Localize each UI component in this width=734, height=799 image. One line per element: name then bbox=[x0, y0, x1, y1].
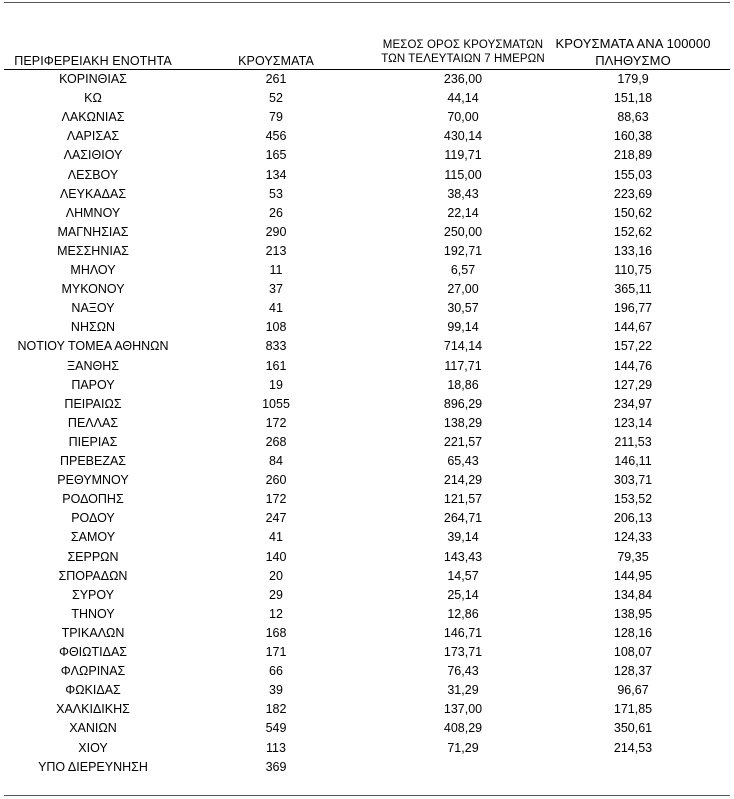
table-row bbox=[0, 528, 734, 547]
table-row bbox=[0, 605, 734, 624]
cases-cell: 113 bbox=[266, 740, 286, 755]
header-avg-line2: ΤΩΝ ΤΕΛΕΥΤΑΙΩΝ 7 ΗΜΕΡΩΝ bbox=[381, 53, 545, 65]
per100k-cell: 211,53 bbox=[614, 434, 652, 449]
table-row bbox=[0, 758, 734, 777]
cases-cell: 456 bbox=[265, 129, 287, 144]
table-row bbox=[0, 433, 734, 452]
cases-cell: 833 bbox=[265, 339, 287, 354]
avg-cell: 12,86 bbox=[447, 606, 479, 621]
avg-cell: 137,00 bbox=[443, 702, 483, 717]
table-row bbox=[0, 261, 734, 280]
region-cell: ΤΗΝΟΥ bbox=[71, 606, 115, 621]
per100k-cell: 110,75 bbox=[614, 263, 652, 277]
cases-cell: 39 bbox=[269, 683, 283, 698]
per100k-cell: 150,62 bbox=[613, 205, 653, 220]
table-row bbox=[0, 280, 734, 299]
cases-cell: 1055 bbox=[262, 396, 290, 411]
per100k-cell: 108,07 bbox=[613, 645, 653, 659]
cases-cell: 171 bbox=[265, 645, 287, 659]
cases-cell: 290 bbox=[265, 224, 287, 239]
cases-cell: 79 bbox=[269, 110, 283, 125]
table-row bbox=[0, 89, 734, 108]
per100k-cell: 350,61 bbox=[613, 721, 653, 736]
region-cell: ΠΕΛΛΑΣ bbox=[67, 415, 119, 430]
table-row bbox=[0, 700, 734, 719]
per100k-cell: 88,63 bbox=[617, 110, 649, 125]
region-cell: ΝΗΣΩΝ bbox=[70, 320, 116, 335]
avg-cell: 146,71 bbox=[443, 625, 483, 640]
per100k-cell: 151,18 bbox=[613, 91, 653, 106]
avg-cell: 714,14 bbox=[443, 339, 483, 354]
cases-cell: 19 bbox=[269, 377, 283, 392]
per100k-cell: 206,13 bbox=[613, 511, 653, 526]
region-cell: ΚΩ bbox=[84, 91, 102, 106]
cases-cell: 172 bbox=[265, 492, 287, 507]
per100k-cell: 124,33 bbox=[613, 530, 653, 545]
avg-cell: 22,14 bbox=[447, 205, 479, 220]
region-cell: ΝΑΞΟΥ bbox=[71, 301, 115, 316]
table-row bbox=[0, 127, 734, 146]
per100k-cell: 146,11 bbox=[614, 454, 652, 468]
cases-cell: 84 bbox=[269, 454, 283, 468]
region-cell: ΤΡΙΚΑΛΩΝ bbox=[61, 625, 125, 640]
table-row bbox=[0, 108, 734, 127]
region-cell: ΦΛΩΡΙΝΑΣ bbox=[60, 664, 126, 679]
per100k-cell: 214,53 bbox=[613, 740, 653, 755]
region-cell: ΜΗΛΟΥ bbox=[70, 263, 116, 277]
header-cases: ΚΡΟΥΣΜΑΤΑ bbox=[238, 54, 314, 68]
header-region: ΠΕΡΙΦΕΡΕΙΑΚΗ ΕΝΟΤΗΤΑ bbox=[14, 54, 172, 68]
avg-cell: 31,29 bbox=[447, 683, 479, 698]
avg-cell: 236,00 bbox=[443, 72, 483, 86]
region-cell: ΝΟΤΙΟΥ ΤΟΜΕΑ ΑΘΗΝΩΝ bbox=[17, 339, 169, 354]
avg-cell: 115,00 bbox=[444, 167, 482, 182]
header-per100k-line1: ΚΡΟΥΣΜΑΤΑ ΑΝΑ 100000 bbox=[555, 36, 711, 51]
cases-cell: 41 bbox=[269, 530, 283, 545]
avg-cell: 138,29 bbox=[443, 415, 483, 430]
region-cell: ΚΟΡΙΝΘΙΑΣ bbox=[59, 72, 127, 86]
cases-cell: 247 bbox=[265, 511, 287, 526]
region-cell: ΜΑΓΝΗΣΙΑΣ bbox=[57, 224, 129, 239]
cases-cell: 168 bbox=[265, 625, 287, 640]
region-cell: ΧΑΝΙΩΝ bbox=[69, 721, 117, 736]
cases-cell: 41 bbox=[269, 301, 283, 316]
table-row bbox=[0, 662, 734, 681]
table-row bbox=[0, 624, 734, 643]
avg-cell: 25,14 bbox=[447, 587, 479, 602]
per100k-cell: 123,14 bbox=[613, 415, 653, 430]
region-cell: ΛΑΡΙΣΑΣ bbox=[66, 129, 120, 144]
region-cell: ΛΕΣΒΟΥ bbox=[67, 167, 119, 182]
cases-cell: 268 bbox=[265, 434, 287, 449]
region-cell: ΜΥΚΟΝΟΥ bbox=[61, 282, 125, 297]
cases-cell: 26 bbox=[269, 205, 283, 220]
per100k-cell: 134,84 bbox=[613, 587, 653, 602]
avg-cell: 430,14 bbox=[443, 129, 483, 144]
table-row bbox=[0, 146, 734, 165]
avg-cell: 119,71 bbox=[444, 148, 482, 163]
per100k-cell: 153,52 bbox=[613, 492, 653, 507]
avg-cell: 30,57 bbox=[447, 301, 479, 316]
table-row bbox=[0, 586, 734, 605]
avg-cell: 18,86 bbox=[447, 377, 479, 392]
per100k-cell: 303,71 bbox=[613, 473, 653, 488]
avg-cell: 214,29 bbox=[443, 473, 483, 488]
table-row bbox=[0, 414, 734, 433]
table-row bbox=[0, 452, 734, 471]
region-cell: ΣΥΡΟΥ bbox=[71, 587, 115, 602]
avg-cell: 121,57 bbox=[443, 492, 483, 507]
avg-cell: 6,57 bbox=[450, 263, 476, 277]
region-cell: ΠΑΡΟΥ bbox=[71, 377, 115, 392]
cases-cell: 108 bbox=[265, 320, 287, 335]
avg-cell: 44,14 bbox=[447, 91, 479, 106]
cases-cell: 29 bbox=[269, 587, 283, 602]
cases-cell: 172 bbox=[265, 415, 287, 430]
avg-cell: 896,29 bbox=[443, 396, 483, 411]
cases-cell: 549 bbox=[265, 721, 287, 736]
cases-cell: 260 bbox=[265, 473, 287, 488]
per100k-cell: 128,16 bbox=[613, 625, 653, 640]
region-cell: ΣΑΜΟΥ bbox=[70, 530, 116, 545]
region-cell: ΣΕΡΡΩΝ bbox=[67, 549, 119, 564]
region-cell: ΦΩΚΙΔΑΣ bbox=[65, 683, 121, 698]
avg-cell: 14,57 bbox=[447, 568, 479, 583]
table-row bbox=[0, 357, 734, 376]
per100k-cell: 127,29 bbox=[613, 377, 653, 392]
table-row bbox=[0, 70, 734, 89]
cases-cell: 369 bbox=[265, 759, 287, 774]
region-cell: ΧΙΟΥ bbox=[78, 740, 108, 755]
cases-cell: 165 bbox=[265, 148, 287, 163]
table-row bbox=[0, 185, 734, 204]
cases-cell: 53 bbox=[269, 186, 283, 201]
avg-cell: 143,43 bbox=[443, 549, 483, 564]
avg-cell: 27,00 bbox=[447, 282, 479, 297]
cases-cell: 12 bbox=[269, 606, 283, 621]
region-cell: ΛΑΣΙΘΙΟΥ bbox=[63, 148, 123, 163]
top-rule bbox=[4, 2, 730, 3]
per100k-cell: 144,76 bbox=[613, 358, 653, 373]
cases-cell: 11 bbox=[269, 263, 283, 277]
header-per100k-line2: ΠΛΗΘΥΣΜΟ bbox=[595, 53, 671, 68]
region-cell: ΞΑΝΘΗΣ bbox=[67, 358, 119, 373]
region-cell: ΡΟΔΟΠΗΣ bbox=[62, 492, 124, 507]
per100k-cell: 179,9 bbox=[617, 72, 649, 86]
table-row bbox=[0, 509, 734, 528]
region-cell: ΦΘΙΩΤΙΔΑΣ bbox=[58, 645, 128, 659]
cases-cell: 66 bbox=[269, 664, 283, 679]
per100k-cell: 234,97 bbox=[613, 396, 653, 411]
cases-cell: 20 bbox=[269, 568, 283, 583]
avg-cell: 76,43 bbox=[447, 664, 479, 679]
table-row bbox=[0, 567, 734, 586]
table-row bbox=[0, 242, 734, 261]
table-row bbox=[0, 318, 734, 337]
per100k-cell: 96,67 bbox=[617, 683, 649, 698]
cases-cell: 261 bbox=[265, 72, 287, 86]
table-row bbox=[0, 471, 734, 490]
per100k-cell: 157,22 bbox=[613, 339, 653, 354]
avg-cell: 221,57 bbox=[443, 434, 483, 449]
avg-cell: 99,14 bbox=[447, 320, 479, 335]
avg-cell: 70,00 bbox=[447, 110, 479, 125]
region-cell: ΛΑΚΩΝΙΑΣ bbox=[61, 110, 125, 125]
table-row bbox=[0, 719, 734, 738]
avg-cell: 173,71 bbox=[443, 645, 483, 659]
per100k-cell: 171,85 bbox=[613, 702, 653, 717]
avg-cell: 192,71 bbox=[443, 243, 483, 258]
cases-cell: 140 bbox=[265, 549, 287, 564]
per100k-cell: 144,67 bbox=[613, 320, 653, 335]
table-row bbox=[0, 395, 734, 414]
region-cell: ΠΕΙΡΑΙΩΣ bbox=[64, 396, 122, 411]
table-row bbox=[0, 739, 734, 758]
bottom-rule bbox=[4, 795, 730, 796]
region-cell: ΣΠΟΡΑΔΩΝ bbox=[58, 568, 128, 583]
avg-cell: 408,29 bbox=[443, 721, 483, 736]
table-row bbox=[0, 166, 734, 185]
cases-cell: 182 bbox=[265, 702, 287, 717]
region-cell: ΜΕΣΣΗΝΙΑΣ bbox=[57, 243, 129, 258]
region-cell: ΠΙΕΡΙΑΣ bbox=[68, 434, 118, 449]
per100k-cell: 196,77 bbox=[613, 301, 653, 316]
per100k-cell: 138,95 bbox=[613, 606, 653, 621]
per100k-cell: 128,37 bbox=[613, 664, 653, 679]
avg-cell: 264,71 bbox=[443, 511, 483, 526]
table-row bbox=[0, 643, 734, 662]
per100k-cell: 218,89 bbox=[613, 148, 653, 163]
avg-cell: 71,29 bbox=[447, 740, 479, 755]
region-cell: ΡΟΔΟΥ bbox=[71, 511, 115, 526]
per100k-cell: 144,95 bbox=[613, 568, 653, 583]
cases-cell: 161 bbox=[265, 358, 287, 373]
per100k-cell: 152,62 bbox=[613, 224, 653, 239]
region-cell: ΥΠΟ ΔΙΕΡΕΥΝΗΣΗ bbox=[38, 759, 148, 774]
region-cell: ΠΡΕΒΕΖΑΣ bbox=[59, 454, 127, 468]
table-row bbox=[0, 490, 734, 509]
avg-cell: 65,43 bbox=[447, 454, 479, 468]
per100k-cell: 79,35 bbox=[617, 549, 649, 564]
per100k-cell: 133,16 bbox=[613, 243, 653, 258]
avg-cell: 38,43 bbox=[447, 186, 479, 201]
per100k-cell: 160,38 bbox=[613, 129, 653, 144]
table-row bbox=[0, 299, 734, 318]
region-cell: ΛΕΥΚΑΔΑΣ bbox=[59, 186, 127, 201]
table-row bbox=[0, 337, 734, 356]
region-cell: ΧΑΛΚΙΔΙΚΗΣ bbox=[56, 702, 130, 717]
cases-cell: 52 bbox=[269, 91, 283, 106]
avg-cell: 250,00 bbox=[443, 224, 483, 239]
table-row bbox=[0, 204, 734, 223]
cases-cell: 134 bbox=[265, 167, 287, 182]
per100k-cell: 155,03 bbox=[613, 167, 653, 182]
table-row bbox=[0, 548, 734, 567]
region-cell: ΡΕΘΥΜΝΟΥ bbox=[57, 473, 129, 488]
per100k-cell: 365,11 bbox=[614, 282, 652, 297]
avg-cell: 39,14 bbox=[447, 530, 479, 545]
region-cell: ΛΗΜΝΟΥ bbox=[65, 205, 121, 220]
per100k-cell: 223,69 bbox=[613, 186, 653, 201]
table-row bbox=[0, 681, 734, 700]
table-row bbox=[0, 223, 734, 242]
cases-cell: 37 bbox=[269, 282, 283, 297]
avg-cell: 117,71 bbox=[444, 358, 482, 373]
table-row bbox=[0, 376, 734, 395]
header-avg-line1: ΜΕΣΟΣ ΟΡΟΣ ΚΡΟΥΣΜΑΤΩΝ bbox=[382, 39, 544, 51]
cases-cell: 213 bbox=[265, 243, 287, 258]
